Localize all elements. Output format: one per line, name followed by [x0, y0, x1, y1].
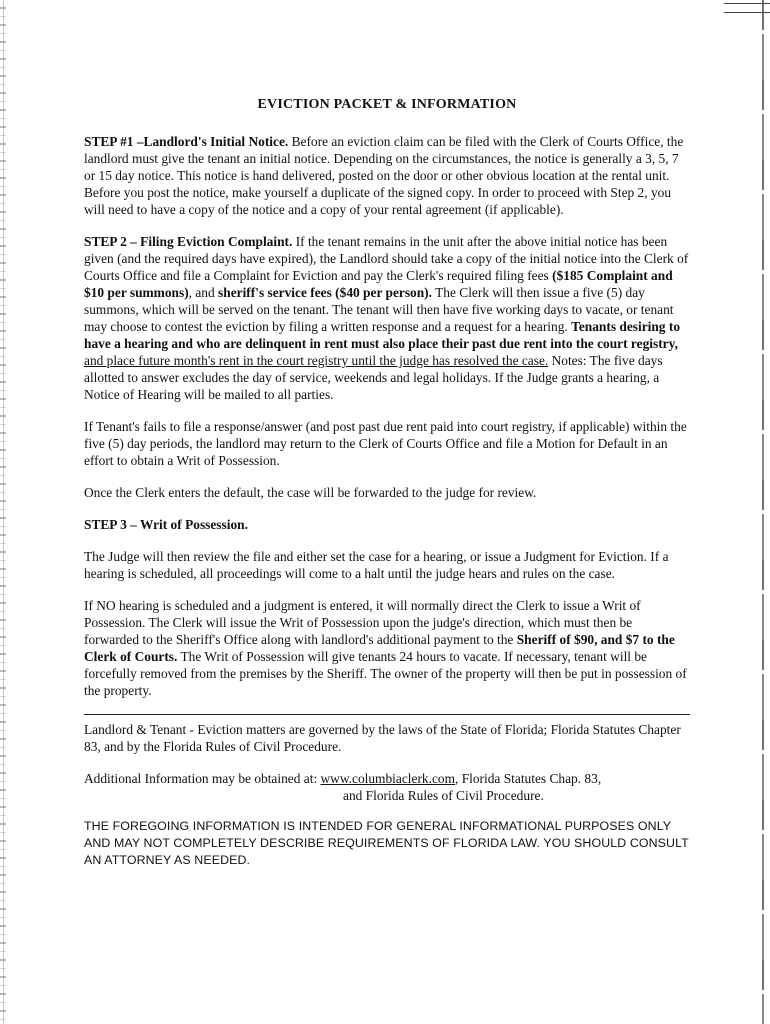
additional-info: [84, 770, 690, 804]
scan-tick-top: [724, 3, 770, 4]
step2-underline-note: and place future month's rent in the court registry until the judge has resolved the case.: [84, 353, 549, 368]
scan-tick-top-2: [724, 12, 770, 13]
no-hearing-text-1: If NO hearing is scheduled and a judgment is entered, it will normally direct the Clerk to issue a Writ of Possession. The Clerk will issue the Writ of Possession upon the judge's direction, which must then be forwarded to the Sheriff's Office along with landlord's additional payment to the: [84, 598, 641, 647]
clerk-website-link[interactable]: www.columbiaclerk.com: [320, 771, 455, 786]
disclaimer: THE FOREGOING INFORMATION IS INTENDED FOR GENERAL INFORMATIONAL PURPOSES ONLY AND MAY NOT COMPLETELY DESCRIBE REQUIREMENTS OF FLORIDA LAW. YOU SHOULD CONSULT AN ATTORNEY AS NEEDED.: [84, 819, 689, 867]
step1-paragraph: [84, 133, 690, 218]
step2-heading: STEP 2 – Filing Eviction Complaint.: [84, 234, 293, 249]
default-paragraph: If Tenant's fails to file a response/answer (and post past due rent paid into court registry, if applicable) within the five (5) day periods, the landlord may return to the Clerk of Courts Office and file a Motion for Default in an effort to obtain a Writ of Possession.: [84, 419, 687, 468]
no-hearing-paragraph: [84, 597, 690, 699]
no-hearing-text-2: , and: [594, 632, 626, 647]
step2-text-3: The Clerk will then issue a five (5) day summons, which will be served on the tenant. The tenant will then have five working days to vacate, or tenant may choose to contest the eviction by filing a written response and a request for a hearing.: [84, 285, 674, 334]
document-title: EVICTION PACKET & INFORMATION: [257, 97, 517, 112]
step1-heading: STEP #1 –Landlord's Initial Notice.: [84, 134, 289, 149]
step1-text: Before an eviction claim can be filed with the Clerk of Courts Office, the landlord must give the tenant an initial notice. Depending on the circumstances, the notice is generally a 3, 5, 7 or 15 day notice. This notice is hand delivered, posted on the door or other obvious location at the rental unit. Before you post the notice, make yourself a duplicate of the signed copy. In order to proceed with Step 2, you will need to have a copy of the notice and a copy of your rental agreement (if applicable).: [84, 134, 684, 217]
step2-fee-complaint: ($185 Complaint and $10 per summons): [84, 268, 673, 300]
scan-line-left: [3, 0, 4, 1024]
divider-rule: [84, 714, 690, 715]
additional-rest-1: , Florida Statutes Chap. 83,: [455, 771, 602, 786]
additional-rest-2: and Florida Rules of Civil Procedure.: [343, 788, 544, 803]
step3-heading: STEP 3 – Writ of Possession.: [84, 517, 248, 532]
document-page: [84, 96, 690, 869]
step2-text-1: If the tenant remains in the unit after the above initial notice has been given (and the required days have expired), the Landlord should take a copy of the initial notice into the Clerk of Courts Office and file a Complaint for Eviction and pay the Clerk's required filing fees: [84, 234, 689, 283]
step2-fee-sheriff: sheriff's service fees ($40 per person).: [218, 285, 432, 300]
additional-lead: Additional Information may be obtained at:: [84, 771, 321, 786]
step3-paragraph: The Judge will then review the file and either set the case for a hearing, or issue a Judgment for Eviction. If a hearing is scheduled, all proceedings will come to a halt until the judge hears and rules on the case.: [84, 549, 669, 581]
sheriff-fee: Sheriff of $90: [516, 632, 595, 647]
no-hearing-text-3: The Writ of Possession will give tenants 24 hours to vacate. If necessary, tenant will be forcefully removed from the premises by the Sheriff. The owner of the property will then be put in possession of the property.: [84, 649, 687, 698]
clerk-paragraph: Once the Clerk enters the default, the case will be forwarded to the judge for review.: [84, 485, 537, 500]
scan-edge-right: [762, 0, 764, 1024]
step2-text-4: Notes: The five days allotted to answer excludes the day of service, weekends and legal holidays. If the Judge grants a hearing, a Notice of Hearing will be mailed to all parties.: [84, 353, 663, 402]
step2-bold-note: Tenants desiring to have a hearing and who are delinquent in rent must also place their past due rent into the court registry,: [84, 319, 681, 351]
clerk-fee: $7 to the Clerk of Courts.: [84, 632, 675, 664]
step2-text-2: , and: [188, 285, 219, 300]
step2-paragraph: [84, 233, 690, 403]
law-note: Landlord & Tenant - Eviction matters are governed by the laws of the State of Florida; Florida Statutes Chapter 83, and by the Florida Rules of Civil Procedure.: [84, 722, 681, 754]
